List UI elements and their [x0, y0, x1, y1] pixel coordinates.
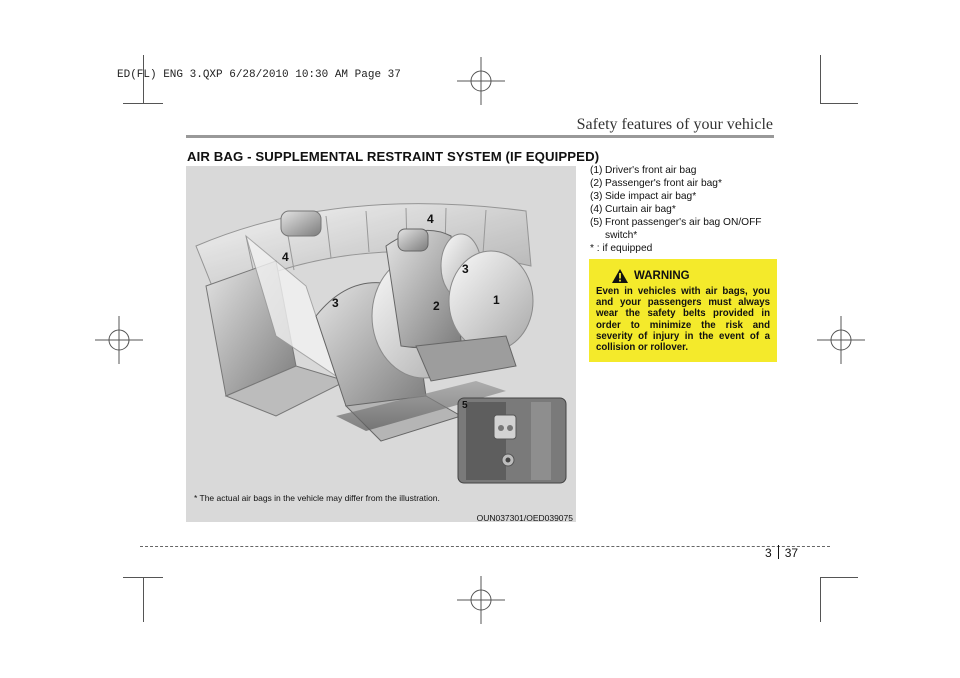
callout-driver-bag: 1 — [493, 293, 500, 307]
warning-header — [596, 269, 770, 283]
footer-rule — [140, 546, 830, 547]
warning-title: WARNING — [634, 270, 690, 282]
print-slug: ED(FL) ENG 3.QXP 6/28/2010 10:30 AM Page 37 — [117, 69, 401, 81]
figure-code: OUN037301/OED039075 — [476, 513, 573, 522]
page-heading: AIR BAG - SUPPLEMENTAL RESTRAINT SYSTEM (IF EQUIPPED) — [187, 149, 600, 164]
warning-triangle-icon — [612, 269, 628, 283]
legend-item: (2) Passenger's front air bag* — [590, 177, 722, 189]
legend-item: (3) Side impact air bag* — [590, 190, 697, 202]
callout-curtain-right: 4 — [427, 212, 434, 226]
warning-box — [589, 259, 777, 362]
airbag-drawing — [186, 166, 576, 522]
page-number-value: 37 — [784, 546, 799, 560]
chapter-number: 3 — [765, 546, 772, 560]
legend-item: (5) Front passenger's air bag ON/OFF switch* — [590, 216, 762, 241]
callout-side-left: 3 — [332, 296, 339, 310]
component-legend — [590, 165, 780, 256]
airbag-illustration — [186, 166, 576, 522]
legend-footnote: * : if equipped — [590, 243, 653, 255]
callout-curtain-left: 4 — [282, 250, 289, 264]
header-rule — [186, 135, 774, 138]
figure-note: * The actual air bags in the vehicle may differ from the illustration. — [194, 493, 440, 503]
callout-passenger-bag: 2 — [433, 299, 440, 313]
callout-switch: 5 — [462, 400, 468, 411]
page-number-separator — [778, 545, 779, 559]
callout-side-right: 3 — [462, 262, 469, 276]
legend-item: (1) Driver's front air bag — [590, 165, 697, 176]
page-number — [765, 545, 798, 560]
warning-body: Even in vehicles with air bags, you and your passengers must always wear the safety belts provided in order to minimize the risk and severity of injury in the event of a collision or rollover. — [596, 286, 770, 354]
section-title: Safety features of your vehicle — [576, 116, 773, 133]
legend-item: (4) Curtain air bag* — [590, 203, 676, 215]
